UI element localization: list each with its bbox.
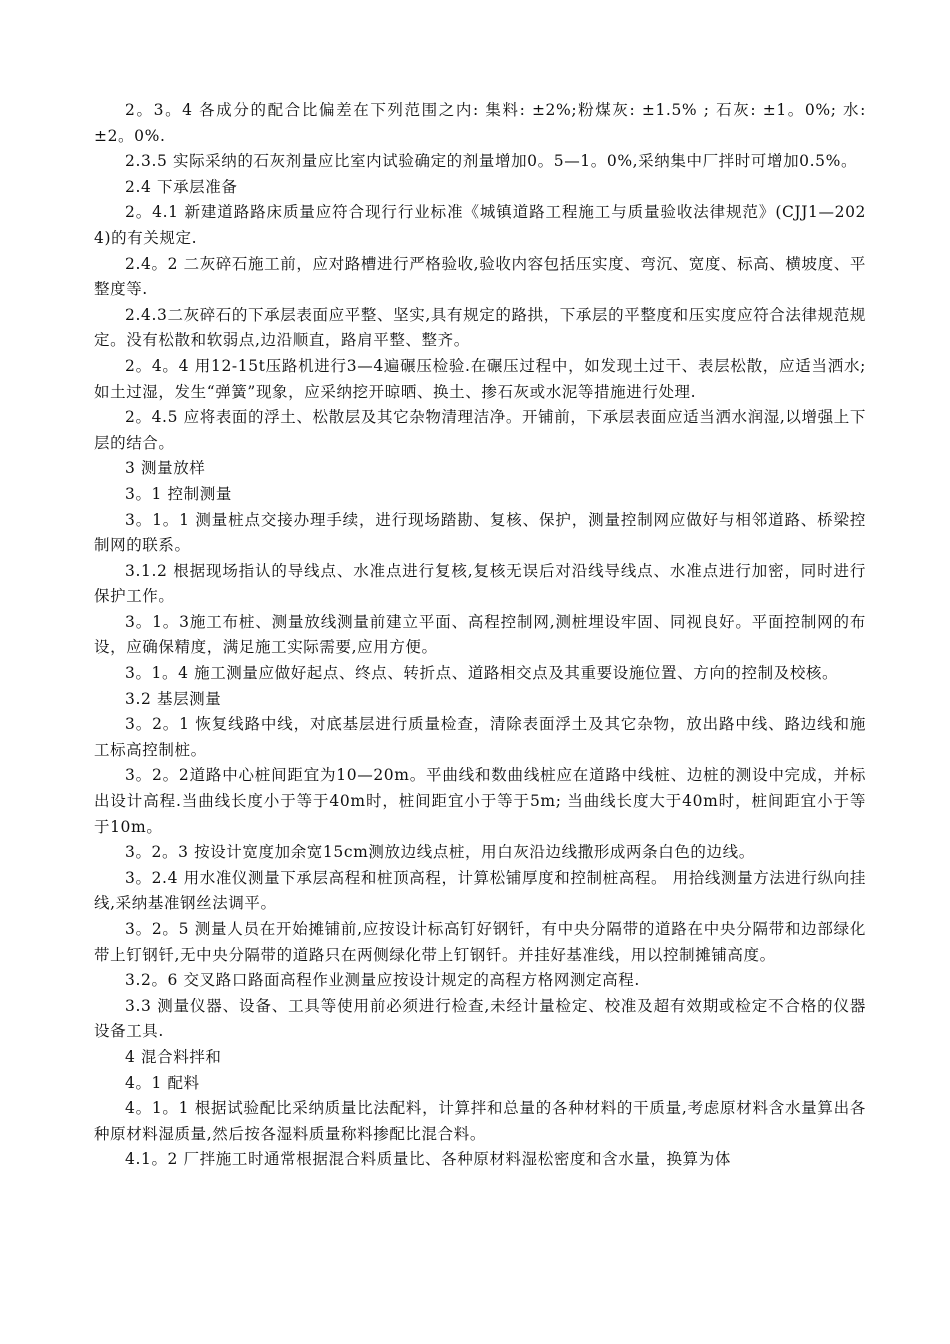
paragraph-2-4-1: 2。4.1 新建道路路床质量应符合现行行业标准《城镇道路工程施工与质量验收法律规范》(CJJ1—2024)的有关规定. xyxy=(94,203,866,247)
section-heading-3-1: 3。1 控制测量 xyxy=(125,484,232,503)
section-heading-2-4: 2.4 下承层准备 xyxy=(125,177,238,196)
section-heading-3-2: 3.2 基层测量 xyxy=(125,689,222,708)
paragraph-3-2-6: 3.2。6 交叉路口路面高程作业测量应按设计规定的高程方格网测定高程. xyxy=(125,971,640,990)
paragraph-3-2-5: 3。2。5 测量人员在开始摊铺前,应按设计标高钉好钢钎，有中央分隔带的道路在中央分隔带和边部绿化带上钉钢钎,无中央分隔带的道路只在两侧绿化带上钉钢钎。并挂好基准线，用以控制摊铺高度。 xyxy=(94,920,866,964)
paragraph-2-4-4: 2。4。4 用12-15t压路机进行3—4遍碾压检验.在碾压过程中，如发现土过干、表层松散，应适当洒水;如土过湿，发生“弹簧”现象，应采纳挖开晾晒、换土、掺石灰或水泥等措施进行处理. xyxy=(94,356,866,401)
paragraph-2-3-4: 2。3。4 各成分的配合比偏差在下列范围之内: 集料: ±2%;粉煤灰: ±1.5% ; 石灰: ±1。0%; 水: ±2。0%. xyxy=(94,101,866,145)
paragraph-3-1-1: 3。1。1 测量桩点交接办理手续，进行现场踏勘、复核、保护，测量控制网应做好与相邻道路、桥梁控制网的联系。 xyxy=(94,510,866,555)
paragraph-3-1-3: 3。1。3施工布桩、测量放线测量前建立平面、高程控制网,测桩埋设牢固、同视良好。平面控制网的布设，应确保精度，满足施工实际需要,应用方便。 xyxy=(94,612,866,657)
paragraph-3-3: 3.3 测量仪器、设备、工具等使用前必须进行检查,未经计量检定、校准及超有效期或检定不合格的仪器设备工具. xyxy=(94,996,866,1041)
paragraph-3-2-3: 3。2。3 按设计宽度加余宽15cm测放边线点桩，用白灰沿边线撒形成两条白色的边线。 xyxy=(125,843,755,862)
section-heading-4-1: 4。1 配料 xyxy=(125,1073,200,1092)
paragraph-3-2-4: 3。2.4 用水准仪测量下承层高程和桩顶高程，计算松铺厚度和控制桩高程。 用拾线测量方法进行纵向挂线,采纳基准钢丝法调平。 xyxy=(94,868,866,913)
paragraph-2-4-3: 2.4.3二灰碎石的下承层表面应平整、坚实,具有规定的路拱，下承层的平整度和压实度应符合法律规范规定。没有松散和软弱点,边沿顺直，路肩平整、整齐。 xyxy=(94,305,866,350)
paragraph-3-1-4: 3。1。4 施工测量应做好起点、终点、转折点、道路相交点及其重要设施位置、方向的控制及校核。 xyxy=(125,664,839,683)
paragraph-3-2-1: 3。2。1 恢复线路中线，对底基层进行质量检查，清除表面浮土及其它杂物，放出路中线、路边线和施工标高控制桩。 xyxy=(94,715,866,759)
paragraph-4-1-1: 4。1。1 根据试验配比采纳质量比法配料，计算拌和总量的各种材料的干质量,考虑原材料含水量算出各种原材料湿质量,然后按各湿料质量称料掺配比混合料。 xyxy=(94,1099,866,1143)
section-heading-4: 4 混合料拌和 xyxy=(125,1047,222,1066)
paragraph-2-4-2: 2.4。2 二灰碎石施工前，应对路槽进行严格验收,验收内容包括压实度、弯沉、宽度、标高、横坡度、平整度等. xyxy=(94,254,866,299)
paragraph-4-1-2: 4.1。2 厂拌施工时通常根据混合料质量比、各种原材料湿松密度和含水量，换算为体 xyxy=(125,1150,731,1169)
paragraph-3-1-2: 3.1.2 根据现场指认的导线点、水准点进行复核,复核无误后对沿线导线点、水准点进行加密，同时进行保护工作。 xyxy=(94,561,866,606)
section-heading-3: 3 测量放样 xyxy=(125,459,206,478)
paragraph-2-4-5: 2。4.5 应将表面的浮土、松散层及其它杂物清理洁净。开铺前，下承层表面应适当洒水润湿,以增强上下层的结合。 xyxy=(94,408,866,452)
paragraph-3-2-2: 3。2。2道路中心桩间距宜为10—20m。平曲线和数曲线桩应在道路中线桩、边桩的测设中完成，并标出设计高程.当曲线长度小于等于40m时，桩间距宜小于等于5m; 当曲线长度大于40m时，桩间距宜小于等于10m。 xyxy=(94,766,866,836)
paragraph-2-3-5: 2.3.5 实际采纳的石灰剂量应比室内试验确定的剂量增加0。5—1。0%,采纳集中厂拌时可增加0.5%。 xyxy=(125,152,858,171)
